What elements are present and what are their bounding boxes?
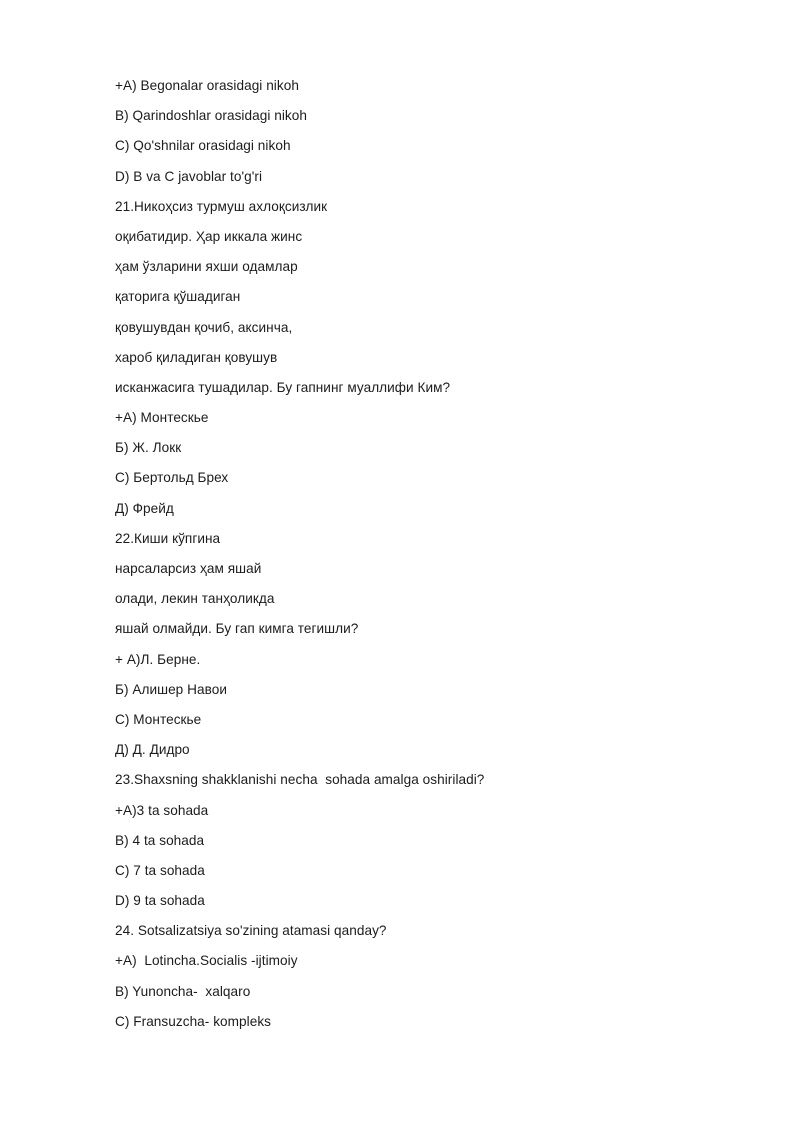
line-answer-21-d: Д) Фрейд	[115, 500, 174, 516]
line-answer-22-d: Д) Д. Дидро	[115, 742, 190, 758]
line-question-21-part-1: 21.Никоҳсиз турмуш ахлоқсизлик	[115, 198, 328, 214]
line-question-21-part-3: ҳам ўзларини яхши одамлар	[115, 259, 298, 275]
line-question-22-part-1: 22.Киши кўпгина	[115, 530, 221, 546]
line-question-21-part-7: исканжасига тушадилар. Бу гапнинг муаллифи Ким?	[115, 379, 451, 395]
line-question-23: 23.Shaxsning shakklanishi necha sohada amalga oshiriladi?	[115, 772, 485, 788]
line-question-21-part-6: хароб қиладиган қовушув	[115, 349, 278, 365]
text-lines	[115, 76, 755, 1042]
line-answer-23-a: +A)3 ta sohada	[115, 802, 209, 818]
line-answer-22-c: С) Монтескье	[115, 711, 202, 727]
line-answer-21-c: С) Бертольд Брех	[115, 470, 229, 486]
line-answer-23-b: B) 4 ta sohada	[115, 832, 205, 848]
line-question-21-part-5: қовушувдан қочиб, аксинча,	[115, 319, 293, 335]
line-answer-21-a: +А) Монтескье	[115, 410, 209, 426]
line-question-21-part-4: қаторига қўшадиган	[115, 289, 241, 305]
line-answer-22-a: + А)Л. Берне.	[115, 651, 201, 667]
line-answer-24-c: C) Fransuzcha- kompleks	[115, 1013, 272, 1029]
line-answer-23-d: D) 9 ta sohada	[115, 893, 205, 909]
line-answer-d-b-va-c: D) B va C javoblar to'g'ri	[115, 168, 263, 184]
line-answer-21-b: Б) Ж. Локк	[115, 440, 182, 456]
line-answer-23-c: C) 7 ta sohada	[115, 862, 205, 878]
line-answer-24-a: +A) Lotincha.Socialis -ijtimoiy	[115, 953, 298, 969]
line-question-22-part-2: нарсаларсиз ҳам яшай	[115, 561, 262, 576]
line-answer-24-b: B) Yunoncha- xalqaro	[115, 983, 251, 999]
line-answer-b-qarindoshlar: B) Qarindoshlar orasidagi nikoh	[115, 108, 307, 124]
line-question-21-part-2: оқибатидир. Ҳар иккала жинс	[115, 228, 303, 244]
line-answer-a-begonalar: +A) Begonalar orasidagi nikoh	[115, 78, 299, 93]
line-question-24: 24. Sotsalizatsiya so'zining atamasi qanday?	[115, 923, 387, 939]
line-question-22-part-4: яшай олмайди. Бу гап кимга тегишли?	[115, 621, 359, 637]
line-answer-22-b: Б) Алишер Навои	[115, 681, 227, 697]
line-question-22-part-3: олади, лекин танҳоликда	[115, 591, 275, 607]
line-answer-c-qoshnilar: C) Qo'shnilar orasidagi nikoh	[115, 138, 291, 154]
